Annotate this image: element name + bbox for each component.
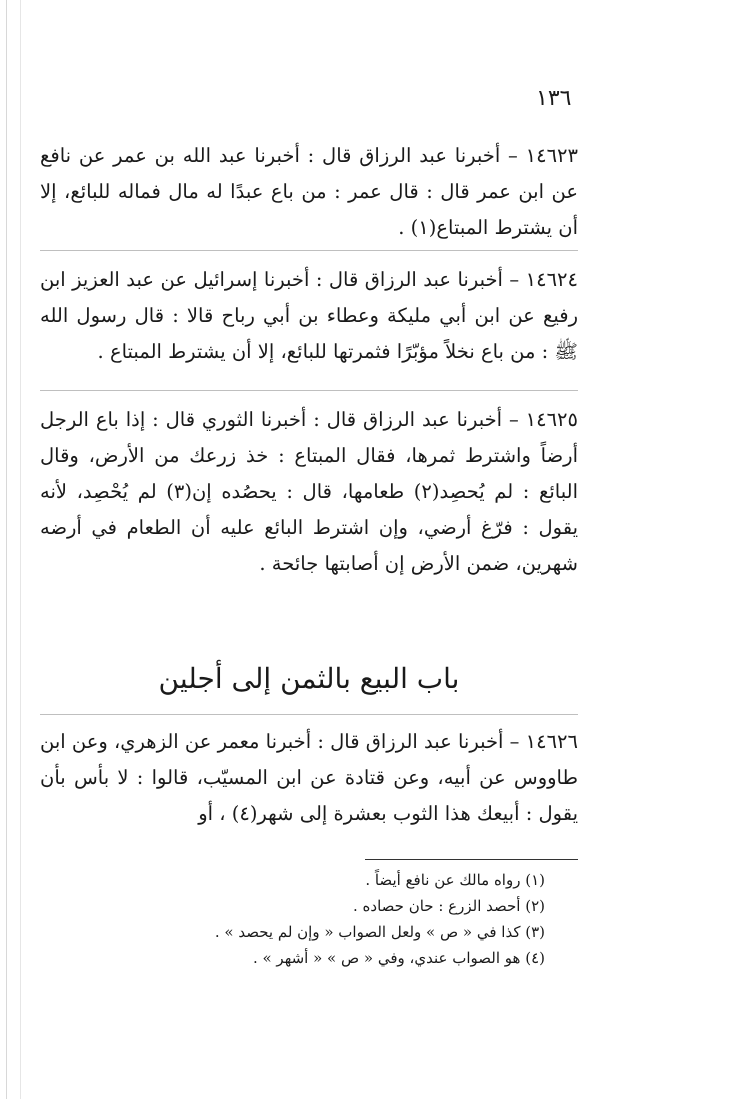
scan-edge-line [6,0,7,1099]
footnote: (٢) أحصد الزرع : حان حصاده . [353,897,545,915]
footnote: (٤) هو الصواب عندي، وفي « ص » « أشهر » . [252,949,545,967]
hadith-text: ١٤٦٢٥ – أخبرنا عبد الرزاق قال : أخبرنا الثوري قال : إذا باع الرجل أرضاً واشترط ثمرها، فقال المبتاع : خذ زرعك من الأرض، وقال البائع : لم يُحصِد(٢) طعامها، قال : يحصُده إن(٣) لم يُحْصِد، لأنه يقول : فرّغ أرضي، وإن اشترط البائع عليه أن الطعام في أرضه شهرين، ضمن الأرض إن أصابتها جائحة . [40,408,578,575]
footnote-separator [365,859,578,860]
entry-divider [40,714,578,715]
footnote: (٣) كذا في « ص » ولعل الصواب « وإن لم يحصد » . [214,923,545,941]
hadith-text: ١٤٦٢٣ – أخبرنا عبد الرزاق قال : أخبرنا عبد الله بن عمر عن نافع عن ابن عمر قال : قال عمر : من باع عبدًا له مال فماله للبائع، إلا أن يشترط المبتاع(١) . [40,144,578,239]
hadith-entry [40,402,578,582]
page-number: ١٣٦ [536,86,572,111]
hadith-entry [40,138,578,246]
hadith-text: ١٤٦٢٦ – أخبرنا عبد الرزاق قال : أخبرنا معمر عن الزهري، وعن ابن طاووس عن أبيه، وعن قتادة عن ابن المسيّب، قالوا : لا بأس بأن يقول : أبيعك هذا الثوب بعشرة إلى شهر(٤) ، أو [40,730,578,825]
footnotes [150,867,545,971]
entry-divider [40,250,578,251]
chapter-heading: باب البيع بالثمن إلى أجلين [158,662,460,695]
scan-edge-line [20,0,21,1099]
footnote: (١) رواه مالك عن نافع أيضاً . [365,871,545,889]
hadith-entry [40,262,578,370]
hadith-text: ١٤٦٢٤ – أخبرنا عبد الرزاق قال : أخبرنا إسرائيل عن عبد العزيز ابن رفيع عن ابن أبي مليكة وعطاء بن أبي رباح قالا : قال رسول الله ﷺ : من باع نخلاً مؤبّرًا فثمرتها للبائع، إلا أن يشترط المبتاع . [40,268,578,363]
hadith-entry [40,724,578,832]
entry-divider [40,390,578,391]
